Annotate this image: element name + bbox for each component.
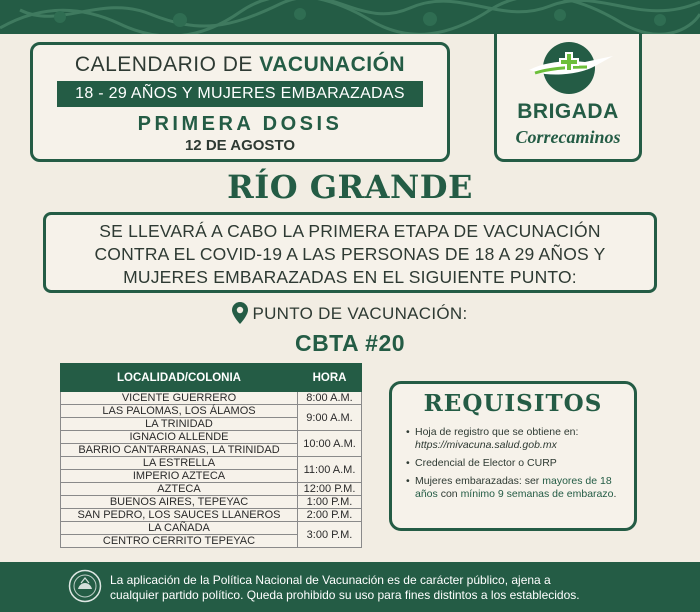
- table-row: [61, 509, 362, 522]
- requisitos-list: [406, 426, 632, 506]
- vaccination-point-row: [0, 302, 700, 324]
- requisito-text: Credencial de Elector o CURP: [415, 457, 557, 469]
- vaccination-point-label: PUNTO DE VACUNACIÓN:: [252, 304, 468, 323]
- hora-cell: 11:00 A.M.: [298, 457, 362, 483]
- city-title: RÍO GRANDE: [227, 168, 473, 206]
- localidad-cell: CENTRO CERRITO TEPEYAC: [61, 535, 298, 548]
- hora-cell: 1:00 P.M.: [298, 496, 362, 509]
- notice-box: [43, 212, 657, 293]
- localidad-cell: BARRIO CANTARRANAS, LA TRINIDAD: [61, 444, 298, 457]
- top-decorative-band: [0, 0, 700, 34]
- localidad-cell: LA TRINIDAD: [61, 418, 298, 431]
- dose-label: PRIMERA DOSIS: [137, 113, 343, 135]
- age-group-band: 18 - 29 AÑOS Y MUJERES EMBARAZADAS: [57, 81, 423, 107]
- table-row: [61, 392, 362, 405]
- table-header-row: [61, 364, 362, 392]
- bullet-icon: •: [406, 457, 410, 469]
- footer-band: [0, 562, 700, 612]
- localidad-cell: IMPERIO AZTECA: [61, 470, 298, 483]
- brigada-title: BRIGADA: [517, 100, 619, 123]
- footer-line: cualquier partido político. Queda prohibido su uso para fines distintos a los establecidos.: [110, 588, 580, 602]
- footer-disclaimer: [110, 573, 670, 603]
- calendar-header-box: [30, 42, 450, 162]
- requisito-text: Mujeres embarazadas: ser: [415, 475, 540, 487]
- requisitos-box: [389, 381, 637, 531]
- vaccination-point-name: CBTA #20: [294, 330, 406, 356]
- requisito-text: .: [613, 488, 617, 500]
- footer-line: La aplicación de la Política Nacional de Vacunación es de carácter público, ajena a: [110, 573, 551, 587]
- list-item: [406, 457, 632, 470]
- registration-link[interactable]: https://mivacuna.salud.gob.mx: [415, 439, 557, 451]
- hora-cell: 2:00 P.M.: [298, 509, 362, 522]
- table-row: [61, 522, 362, 535]
- roadrunner-logo-icon: [525, 40, 617, 98]
- list-item: [406, 426, 632, 452]
- table-row: [61, 496, 362, 509]
- government-seal-icon: [68, 569, 102, 603]
- localidad-cell: LA ESTRELLA: [61, 457, 298, 470]
- hora-cell: 8:00 A.M.: [298, 392, 362, 405]
- schedule-table: [60, 363, 362, 548]
- table-row: [61, 483, 362, 496]
- map-pin-icon: [232, 302, 248, 324]
- hora-cell: 3:00 P.M.: [298, 522, 362, 548]
- bullet-icon: •: [406, 475, 410, 487]
- column-header-hora: HORA: [298, 364, 362, 392]
- notice-line: MUJERES EMBARAZADAS EN EL SIGUIENTE PUNTO:: [123, 267, 577, 287]
- table-row: [61, 405, 362, 418]
- localidad-cell: IGNACIO ALLENDE: [61, 431, 298, 444]
- localidad-cell: AZTECA: [61, 483, 298, 496]
- requisito-highlight: mínimo 9 semanas de embarazo: [460, 488, 614, 500]
- table-row: [61, 457, 362, 470]
- hora-cell: 12:00 P.M.: [298, 483, 362, 496]
- localidad-cell: BUENOS AIRES, TEPEYAC: [61, 496, 298, 509]
- date-label: 12 DE AGOSTO: [184, 137, 296, 154]
- requisito-highlight: mayores de 18 años: [415, 475, 612, 500]
- localidad-cell: VICENTE GUERRERO: [61, 392, 298, 405]
- notice-line: CONTRA EL COVID-19 A LAS PERSONAS DE 18 A 29 AÑOS Y: [94, 244, 606, 264]
- localidad-cell: LAS PALOMAS, LOS ÁLAMOS: [61, 405, 298, 418]
- hora-cell: 9:00 A.M.: [298, 405, 362, 431]
- calendar-title-prefix: CALENDARIO DE: [74, 53, 253, 76]
- calendar-title: [33, 53, 447, 77]
- brigada-logo-box: [494, 34, 642, 162]
- column-header-localidad: LOCALIDAD/COLONIA: [61, 364, 298, 392]
- requisito-text: con: [440, 488, 458, 500]
- list-item: [406, 475, 632, 501]
- localidad-cell: SAN PEDRO, LOS SAUCES LLANEROS: [61, 509, 298, 522]
- localidad-cell: LA CAÑADA: [61, 522, 298, 535]
- brigada-subtitle: Correcaminos: [515, 127, 621, 147]
- hora-cell: 10:00 A.M.: [298, 431, 362, 457]
- requisitos-title: REQUISITOS: [423, 390, 603, 417]
- table-row: [61, 431, 362, 444]
- notice-line: SE LLEVARÁ A CABO LA PRIMERA ETAPA DE VACUNACIÓN: [99, 221, 601, 241]
- calendar-title-strong: VACUNACIÓN: [259, 53, 406, 76]
- ornament-pattern-icon: [0, 0, 700, 34]
- bullet-icon: •: [406, 426, 410, 438]
- requisito-text: Hoja de registro que se obtiene en:: [415, 426, 579, 438]
